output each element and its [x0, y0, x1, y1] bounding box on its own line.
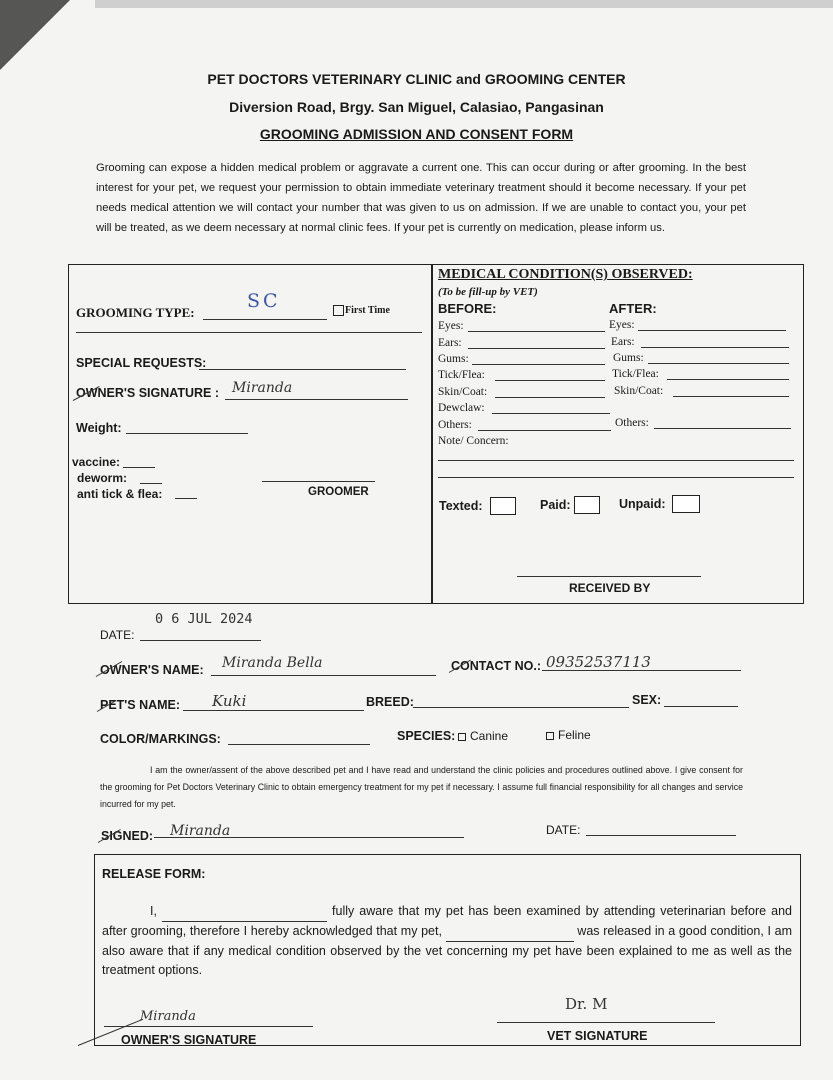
- before-eyes-label: Eyes:: [438, 320, 464, 332]
- panel-divider: [431, 265, 433, 603]
- release-owner-signature-value[interactable]: Miranda: [140, 1009, 196, 1024]
- before-tickflea-label: Tick/Flea:: [438, 369, 485, 381]
- date-label: DATE:: [100, 628, 135, 642]
- after-gums-line[interactable]: [648, 363, 789, 364]
- after-tickflea-label: Tick/Flea:: [612, 368, 659, 380]
- canine-label: Canine: [470, 729, 509, 743]
- before-tickflea-line[interactable]: [495, 380, 605, 381]
- release-text-a: I,: [150, 904, 162, 918]
- intro-paragraph: Grooming can expose a hidden medical problem or aggravate a current one. This can occur during or after grooming. In the best interest for your pet, we request your permission to obtain immediate veterinary treatment should it become necessary. If your pet needs medical attention we will contact your number that was given to us on admission. If we are unable to contact you, your pet will be treated, as we deem necessary at normal clinic fees. If your pet is currently on medication, please inform us.: [96, 162, 746, 234]
- before-skincoat-line[interactable]: [495, 397, 605, 398]
- owner-signature-value[interactable]: Miranda: [232, 380, 293, 396]
- breed-line[interactable]: [413, 707, 629, 708]
- owner-name-value[interactable]: Miranda Bella: [222, 655, 323, 671]
- before-ears-label: Ears:: [438, 337, 462, 349]
- before-eyes-line[interactable]: [468, 331, 605, 332]
- texted-checkbox[interactable]: [490, 497, 516, 515]
- before-ears-line[interactable]: [468, 348, 605, 349]
- before-others-line[interactable]: [478, 430, 611, 431]
- release-owner-signature-line[interactable]: [104, 1026, 313, 1027]
- contact-label: CONTACT NO.:: [451, 659, 542, 673]
- first-time-label: First Time: [345, 305, 390, 316]
- before-skincoat-label: Skin/Coat:: [438, 386, 488, 398]
- species-label: SPECIES:: [397, 729, 456, 743]
- groomer-line[interactable]: [262, 481, 375, 482]
- before-gums-label: Gums:: [438, 353, 469, 365]
- paid-checkbox[interactable]: [574, 496, 600, 514]
- owner-name-line[interactable]: [211, 675, 436, 676]
- consent-date-line[interactable]: [586, 835, 736, 836]
- received-by-label: RECEIVED BY: [569, 581, 651, 595]
- release-name-blank[interactable]: [162, 902, 327, 922]
- consent-date-label: DATE:: [546, 823, 581, 837]
- first-time-checkbox[interactable]: [333, 305, 344, 316]
- deworm-line[interactable]: [140, 483, 162, 484]
- unpaid-checkbox[interactable]: [672, 495, 700, 513]
- medical-title: MEDICAL CONDITION(S) OBSERVED:: [438, 267, 693, 282]
- signed-label: SIGNED:: [101, 829, 154, 843]
- after-others-label: Others:: [615, 417, 649, 429]
- pet-name-line[interactable]: [183, 710, 364, 711]
- color-markings-label: COLOR/MARKINGS:: [100, 732, 221, 746]
- vet-signature-value[interactable]: Dr. M: [565, 995, 608, 1013]
- owner-name-label: OWNER'S NAME:: [100, 663, 204, 677]
- vet-signature-line[interactable]: [497, 1022, 715, 1023]
- grooming-type-line: [203, 319, 327, 320]
- after-gums-label: Gums:: [613, 352, 644, 364]
- after-skincoat-line[interactable]: [673, 396, 789, 397]
- grooming-type-value[interactable]: SC: [247, 290, 281, 312]
- date-line[interactable]: [140, 640, 261, 641]
- after-skincoat-label: Skin/Coat:: [614, 385, 664, 397]
- note-concern-label: Note/ Concern:: [438, 435, 509, 447]
- release-text: [102, 902, 792, 980]
- after-ears-line[interactable]: [641, 347, 789, 348]
- weight-line[interactable]: [126, 433, 248, 434]
- note-line-2[interactable]: [438, 477, 794, 478]
- signed-value[interactable]: Miranda: [170, 823, 231, 839]
- page-top-edge: [95, 0, 833, 8]
- color-markings-line[interactable]: [228, 744, 370, 745]
- before-others-label: Others:: [438, 419, 472, 431]
- consent-text: I am the owner/assent of the above described pet and I have read and understand the clinic policies and procedures outlined above. I give consent for the grooming for Pet Doctors Veterinary Clinic to obtain emergency treatment for my pet if necessary. I assume full financial responsibility for all changes and service incurred for my pet.: [100, 765, 743, 809]
- before-gums-line[interactable]: [472, 364, 605, 365]
- sex-label: SEX:: [632, 693, 662, 707]
- texted-label: Texted:: [439, 499, 483, 513]
- owner-signature-line: [225, 399, 408, 400]
- before-dewclaw-line[interactable]: [492, 413, 610, 414]
- clinic-address: Diversion Road, Brgy. San Miguel, Calasiao, Pangasinan: [229, 99, 604, 115]
- release-owner-signature-label: OWNER'S SIGNATURE: [121, 1033, 257, 1047]
- vaccine-label: vaccine:: [72, 455, 121, 469]
- release-pet-blank[interactable]: [446, 922, 574, 942]
- pet-name-label: PET'S NAME:: [100, 698, 181, 712]
- special-requests-label: SPECIAL REQUESTS:: [76, 356, 207, 370]
- deworm-label: deworm:: [77, 471, 128, 485]
- paid-label: Paid:: [540, 498, 571, 512]
- medical-subtitle: (To be fill-up by VET): [438, 286, 538, 298]
- after-eyes-line[interactable]: [638, 330, 786, 331]
- unpaid-label: Unpaid:: [619, 497, 666, 511]
- after-tickflea-line[interactable]: [667, 379, 789, 380]
- received-by-line[interactable]: [517, 576, 701, 577]
- anti-tick-label: anti tick & flea:: [77, 487, 163, 501]
- canine-checkbox[interactable]: [458, 733, 466, 741]
- after-ears-label: Ears:: [611, 336, 635, 348]
- feline-label: Feline: [558, 728, 591, 742]
- vet-signature-label: VET SIGNATURE: [547, 1029, 648, 1043]
- after-others-line[interactable]: [654, 428, 791, 429]
- before-dewclaw-label: Dewclaw:: [438, 402, 485, 414]
- grooming-extra-line: [76, 332, 422, 333]
- vaccine-line[interactable]: [123, 467, 155, 468]
- owner-signature-label: OWNER'S SIGNATURE :: [76, 386, 220, 400]
- after-label: AFTER:: [609, 301, 657, 316]
- groomer-label: GROOMER: [308, 486, 369, 498]
- anti-tick-line[interactable]: [175, 498, 197, 499]
- before-label: BEFORE:: [438, 301, 497, 316]
- grooming-type-label: GROOMING TYPE:: [76, 305, 195, 320]
- after-eyes-label: Eyes:: [609, 319, 635, 331]
- feline-checkbox[interactable]: [546, 732, 554, 740]
- date-value[interactable]: 0 6 JUL 2024: [155, 611, 253, 627]
- release-text-b: fully aware that my pet has been examined by attending veterinarian before and after grooming, therefore I hereby acknowledged that my pet,: [102, 904, 792, 938]
- page-corner-shadow: [0, 0, 70, 70]
- breed-label: BREED:: [366, 695, 414, 709]
- sex-line[interactable]: [664, 706, 738, 707]
- release-title: RELEASE FORM:: [102, 867, 206, 881]
- contact-value[interactable]: 09352537113: [546, 653, 651, 671]
- pet-name-value[interactable]: Kuki: [212, 692, 247, 710]
- clinic-name: PET DOCTORS VETERINARY CLINIC and GROOMING CENTER: [207, 71, 626, 87]
- weight-label: Weight:: [76, 421, 122, 435]
- special-requests-line: [199, 369, 406, 370]
- note-line-1[interactable]: [438, 460, 794, 461]
- form-title: GROOMING ADMISSION AND CONSENT FORM: [259, 126, 574, 142]
- release-text-c: was released in a good condition, I am also aware that if any medical condition observed by the vet concerning my pet have been explained to me as well as the treatment options.: [102, 924, 793, 977]
